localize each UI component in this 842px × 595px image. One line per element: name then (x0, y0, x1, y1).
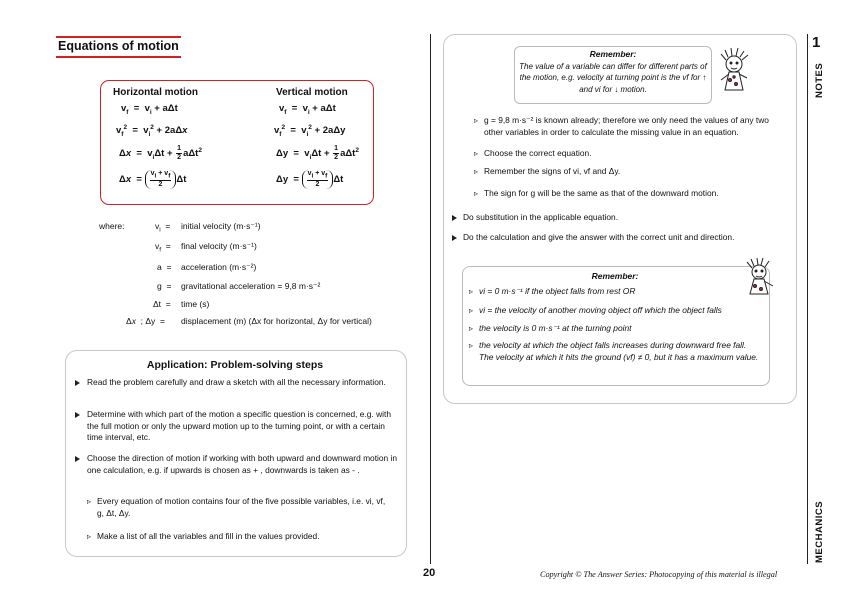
page-title: Equations of motion (56, 36, 181, 58)
sub-list-item-text: vi = the velocity of another moving object off which the object falls (479, 305, 722, 315)
sub-list-item-text: The sign for g will be the same as that of the downward motion. (484, 188, 719, 198)
list-item (452, 232, 787, 244)
chapter-number: 1 (812, 34, 821, 51)
sub-bullet-icon: ▹ (469, 287, 474, 296)
where-symbol-a: a = (157, 262, 172, 272)
remember-heading: Remember: (591, 271, 639, 281)
sub-list-item-text: g = 9,8 m·s⁻² is known already; therefore we only need the values of any two other variables in order to calculate the missing value in an equation. (484, 115, 769, 137)
where-item: acceleration (m·s⁻²) (181, 262, 257, 272)
where-item: initial velocity (m·s⁻¹) (181, 221, 261, 231)
where-label: where: (99, 221, 125, 231)
sub-bullet-icon: ▹ (469, 324, 474, 333)
sub-bullet-icon: ▹ (469, 341, 474, 350)
sub-bullet-icon: ▹ (474, 149, 479, 158)
where-item: displacement (m) (Δx for horizontal, Δy for vertical) (181, 316, 372, 326)
application-heading: Application: Problem-solving steps (146, 359, 324, 371)
list-item (75, 377, 400, 389)
sub-list-item (469, 323, 761, 335)
remember-text: The value of a variable can differ for different parts of the motion, e.g. velocity at turning point is the vf for ↑ and vi for ↓ motion. (519, 61, 707, 94)
where-symbol-vf: $v_f$ = (155, 241, 171, 254)
where-item: gravitational acceleration = 9,8 m·s⁻² (181, 281, 321, 291)
bullet-arrow-icon (75, 380, 80, 386)
sub-list-item (474, 188, 786, 200)
list-item-text: Do the calculation and give the answer with the correct unit and direction. (463, 232, 735, 242)
where-symbol-dt: Δt = (153, 299, 171, 309)
bullet-arrow-icon (452, 215, 457, 221)
where-item: final velocity (m·s⁻¹) (181, 241, 257, 251)
sub-list-item (469, 305, 761, 317)
sub-list-item-text: Make a list of all the variables and fill in the values provided. (97, 531, 320, 541)
sub-bullet-icon: ▹ (474, 116, 479, 125)
cartoon-girl-icon (717, 46, 753, 96)
page-number: 20 (423, 567, 436, 579)
list-item-text: Do substitution in the applicable equation. (463, 212, 619, 222)
sub-list-item-text: Choose the correct equation. (484, 148, 592, 158)
sub-bullet-icon: ▹ (474, 167, 479, 176)
sub-list-item (469, 340, 761, 363)
sub-list-item (474, 148, 786, 160)
sub-bullet-icon: ▹ (87, 497, 92, 506)
where-symbol-vi: $v_i$ = (155, 221, 171, 234)
where-symbol-g: g = (157, 281, 172, 291)
list-item (75, 409, 400, 444)
eq-h3: $\Delta x = v_i\Delta t$ + $\frac{1}{2}$ aΔt$^2$ (119, 145, 202, 161)
column-divider (430, 34, 431, 564)
list-item (75, 453, 400, 476)
bullet-arrow-icon (452, 235, 457, 241)
sub-list-item-text: the velocity is 0 m·s⁻¹ at the turning point (479, 323, 632, 333)
where-item: time (s) (181, 299, 210, 309)
eq-h4: Δx = $\frac{v_i + v_f}{2}$ Δt (119, 170, 187, 189)
sub-list-item (87, 531, 392, 543)
eq-h1: $v_f = v_i + a\Delta t$ (121, 103, 178, 116)
eq-v4: Δy = $\frac{v_i + v_f}{2}$ Δt (276, 170, 344, 189)
sub-list-item-text: Every equation of motion contains four of the five possible variables, i.e. vi, vf, g, Δt, Δy. (97, 496, 386, 518)
sub-list-item-text: the velocity at which the object falls increases during downward free fall. The velocity at which it hits the ground (vf) ≠ 0, but it has a maximum value. (479, 340, 759, 362)
where-symbol-disp: Δx ; Δy = (126, 316, 165, 326)
side-label-mechanics: MECHANICS (814, 500, 825, 563)
eq-v2: $v_f^2 = v_i^2 + 2a\Delta y$ (274, 124, 346, 139)
remember-heading: Remember: (589, 49, 637, 59)
horizontal-heading: Horizontal motion (113, 87, 198, 98)
list-item-text: Determine with which part of the motion a specific question is concerned, e.g. with the full motion or only the upward motion up to the turning point, or with a certain time interval, etc. (87, 409, 391, 442)
sub-list-item (474, 166, 786, 178)
sub-list-item (474, 115, 786, 138)
remember-box-1 (514, 46, 712, 104)
eq-v3: $\Delta y = v_i\Delta t$ + $\frac{1}{2}$ aΔt$^2$ (276, 145, 359, 161)
list-item-text: Choose the direction of motion if working with both upward and downward motion in one calculation, e.g. if upwards is chosen as + , downwards is taken as - . (87, 453, 398, 475)
list-item-text: Read the problem carefully and draw a sketch with all the necessary information. (87, 377, 386, 387)
bullet-arrow-icon (75, 456, 80, 462)
side-label-notes: NOTES (814, 62, 825, 98)
eq-h2: $v_f^2 = v_i^2 + 2a\Delta x$ (116, 124, 188, 139)
sub-list-item (469, 286, 761, 298)
eq-v1: $v_f = v_i + a\Delta t$ (279, 103, 336, 116)
sub-bullet-icon: ▹ (469, 306, 474, 315)
bullet-arrow-icon (75, 412, 80, 418)
side-divider (807, 34, 808, 564)
copyright-notice: Copyright © The Answer Series: Photocopying of this material is illegal (540, 570, 778, 579)
sub-list-item-text: Remember the signs of vi, vf and Δy. (484, 166, 621, 176)
sub-list-item-text: vi = 0 m·s⁻¹ if the object falls from rest OR (479, 286, 636, 296)
sub-bullet-icon: ▹ (474, 189, 479, 198)
vertical-heading: Vertical motion (276, 87, 348, 98)
sub-list-item (87, 496, 392, 519)
sub-bullet-icon: ▹ (87, 532, 92, 541)
cartoon-girl-icon (742, 256, 778, 296)
list-item (452, 212, 787, 224)
